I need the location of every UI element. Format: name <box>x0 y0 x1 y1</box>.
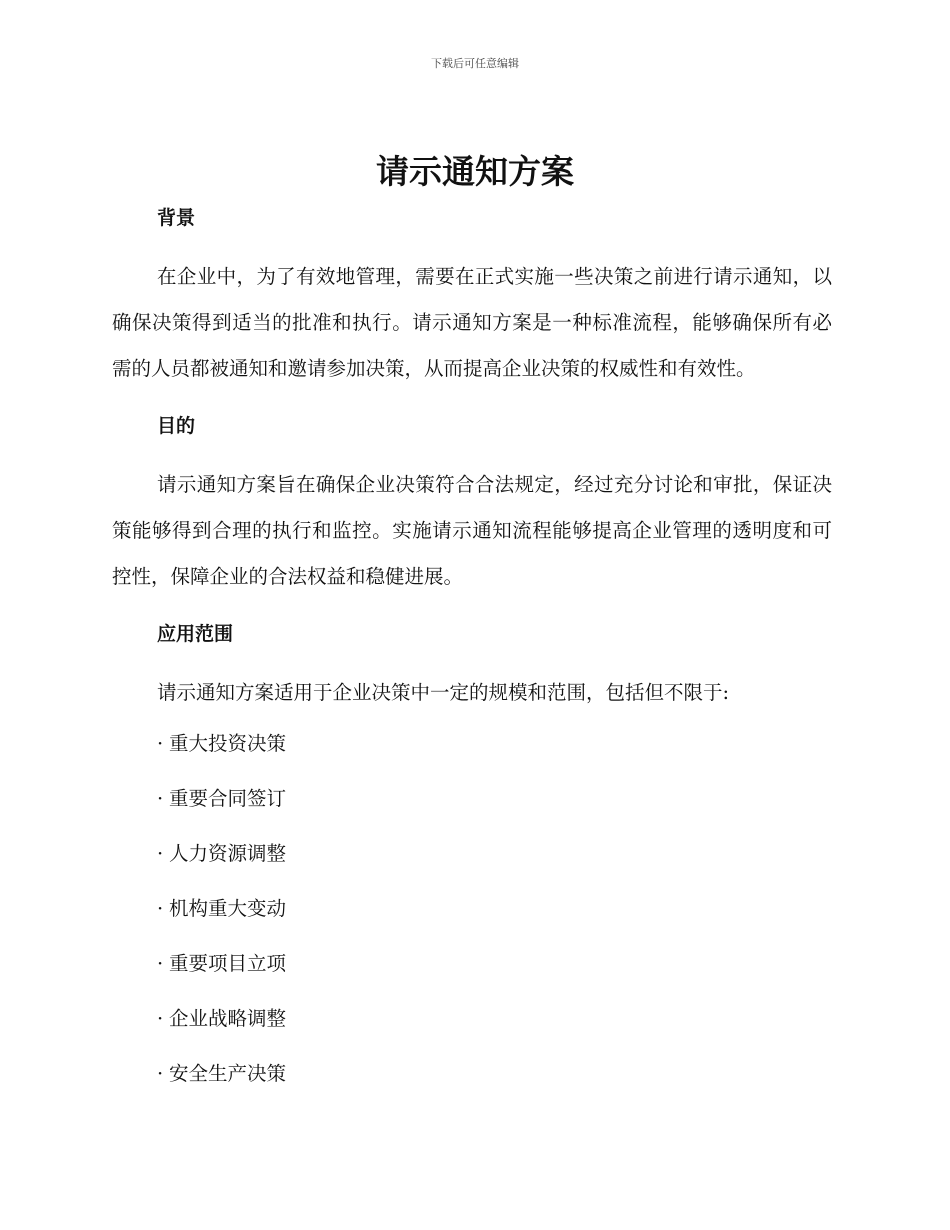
section-text-purpose: 请示通知方案旨在确保企业决策符合合法规定，经过充分讨论和审批，保证决策能够得到合理的执行和监控。实施请示通知流程能够提高企业管理的透明度和可控性，保障企业的合法权益和稳健进展。 <box>112 473 832 588</box>
list-item-text: 人力资源调整 <box>169 842 287 865</box>
bullet-icon: · <box>157 1007 164 1030</box>
document-body <box>112 204 832 1101</box>
section-heading-scope: 应用范围 <box>157 623 234 645</box>
bullet-icon: · <box>157 842 164 865</box>
document-title: 请示通知方案 <box>376 152 574 191</box>
section-text-background: 在企业中，为了有效地管理，需要在正式实施一些决策之前进行请示通知，以确保决策得到适当的批准和执行。请示通知方案是一种标准流程，能够确保所有必需的人员都被通知和邀请参加决策，从而提高企业决策的权威性和有效性。 <box>112 265 832 380</box>
bullet-icon: · <box>157 787 164 810</box>
list-item-text: 机构重大变动 <box>169 897 287 920</box>
section-heading-purpose: 目的 <box>157 415 196 437</box>
list-item-text: 安全生产决策 <box>169 1062 287 1085</box>
bullet-icon: · <box>157 897 164 920</box>
list-item-text: 重要合同签订 <box>169 787 287 810</box>
list-item-text: 重要项目立项 <box>169 952 287 975</box>
bullet-icon: · <box>157 952 164 975</box>
list-item <box>157 1046 832 1101</box>
list-item <box>157 826 832 881</box>
section-heading-background: 背景 <box>157 207 196 229</box>
list-item-text: 重大投资决策 <box>169 732 287 755</box>
list-item <box>157 991 832 1046</box>
bullet-icon: · <box>157 1062 164 1085</box>
section-intro-scope: 请示通知方案适用于企业决策中一定的规模和范围，包括但不限于: <box>157 681 730 704</box>
list-item-text: 企业战略调整 <box>169 1007 287 1030</box>
bullet-icon: · <box>157 732 164 755</box>
list-item <box>157 881 832 936</box>
list-item <box>157 771 832 826</box>
list-item <box>157 936 832 991</box>
list-item <box>157 716 832 771</box>
header-note: 下载后可任意编辑 <box>431 57 519 70</box>
scope-list <box>112 716 832 1101</box>
